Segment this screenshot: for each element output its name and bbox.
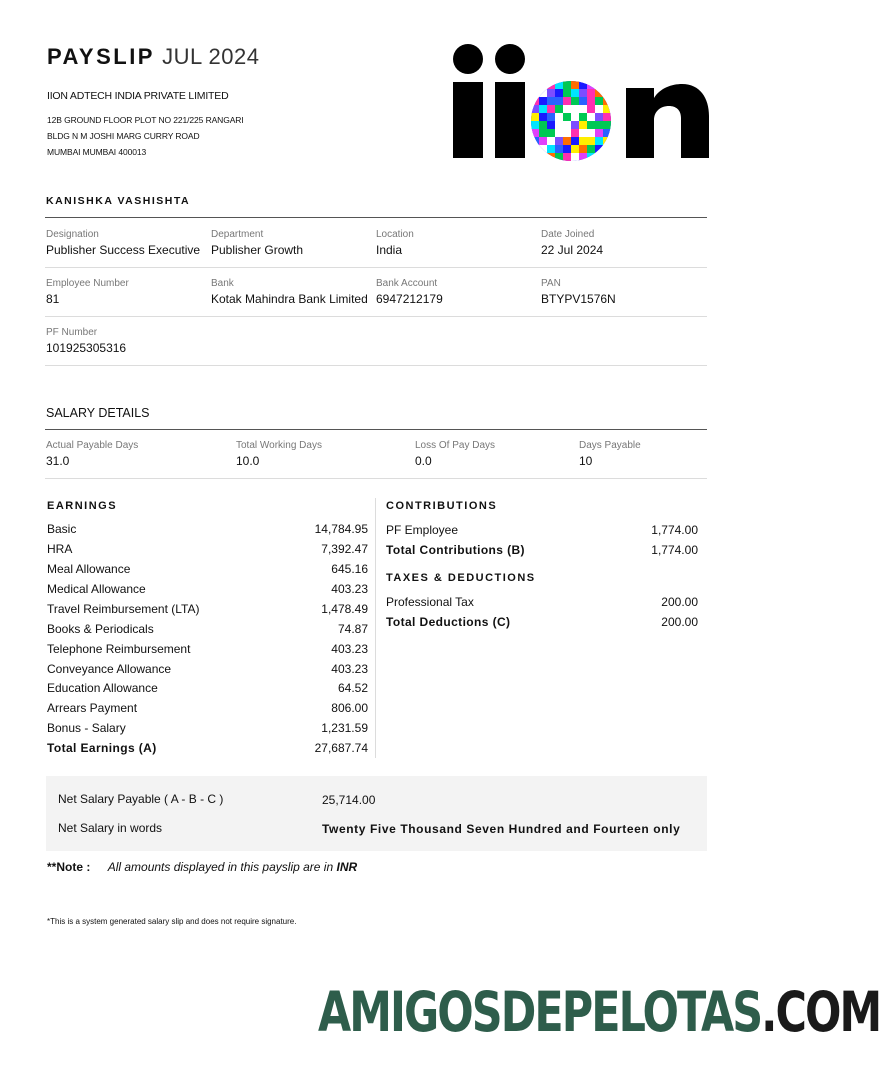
note-text: All amounts displayed in this payslip are in	[107, 860, 337, 874]
date-joined-value: 22 Jul 2024	[541, 243, 604, 257]
earning-label: Meal Allowance	[47, 562, 131, 576]
net-salary-label: Net Salary Payable ( A - B - C )	[58, 792, 224, 806]
net-salary-box	[46, 776, 707, 851]
divider	[45, 478, 707, 479]
earning-label: Education Allowance	[47, 681, 158, 695]
currency-note	[47, 860, 357, 874]
total-working-days-value: 10.0	[236, 454, 260, 468]
net-words-label: Net Salary in words	[58, 821, 163, 835]
net-words-value: Twenty Five Thousand Seven Hundred and Fourteen only	[322, 822, 681, 836]
watermark-name: AMIGOSDEPELOTAS	[318, 980, 762, 1044]
divider	[45, 365, 707, 366]
days-payable-label: Days Payable	[579, 440, 641, 451]
earning-amount: 7,392.47	[321, 542, 368, 556]
pf-number-label: PF Number	[46, 327, 98, 338]
watermark-tld: .COM	[761, 980, 880, 1044]
address-line-2: BLDG N M JOSHI MARG CURRY ROAD	[47, 131, 200, 141]
department-value: Publisher Growth	[211, 243, 304, 257]
earnings-title: EARNINGS	[47, 500, 118, 512]
earning-label: Arrears Payment	[47, 701, 138, 715]
earning-amount: 645.16	[331, 562, 368, 576]
earning-amount: 403.23	[331, 662, 368, 676]
contribution-amount: 1,774.00	[651, 523, 698, 537]
divider	[45, 267, 707, 268]
total-contributions-amount: 1,774.00	[651, 543, 698, 557]
net-salary-value: 25,714.00	[322, 793, 376, 807]
bank-label: Bank	[211, 278, 234, 289]
earning-amount: 403.23	[331, 582, 368, 596]
pan-value: BTYPV1576N	[541, 292, 616, 306]
pf-number-value: 101925305316	[46, 341, 127, 355]
earning-amount: 806.00	[331, 701, 368, 715]
earning-amount: 1,231.59	[321, 721, 368, 735]
divider	[45, 429, 707, 430]
earning-label: Basic	[47, 522, 77, 536]
total-earnings-amount: 27,687.74	[314, 741, 368, 755]
employee-name: KANISHKA VASHISHTA	[46, 195, 191, 207]
company-name: IION ADTECH INDIA PRIVATE LIMITED	[47, 90, 229, 102]
salary-details-title: SALARY DETAILS	[46, 406, 150, 420]
pan-label: PAN	[541, 278, 561, 289]
designation-value: Publisher Success Executive	[46, 243, 201, 257]
loss-of-pay-days-label: Loss Of Pay Days	[415, 440, 496, 451]
total-working-days-label: Total Working Days	[236, 440, 322, 451]
address-line-3: MUMBAI MUMBAI 400013	[47, 147, 147, 157]
contribution-label: PF Employee	[386, 523, 459, 537]
deduction-label: Professional Tax	[386, 595, 474, 609]
department-label: Department	[211, 229, 264, 240]
earning-label: Bonus - Salary	[47, 721, 126, 735]
bank-value: Kotak Mahindra Bank Limited	[211, 292, 368, 306]
total-earnings-label: Total Earnings (A)	[47, 741, 157, 755]
days-payable-value: 10	[579, 454, 593, 468]
watermark	[318, 980, 880, 1044]
earning-label: Medical Allowance	[47, 582, 146, 596]
note-currency: INR	[336, 860, 358, 874]
loss-of-pay-days-value: 0.0	[415, 454, 432, 468]
deduction-amount: 200.00	[661, 595, 698, 609]
iion-logo	[448, 42, 710, 160]
column-divider	[375, 498, 376, 758]
earning-amount: 14,784.95	[314, 522, 368, 536]
divider	[45, 316, 707, 317]
earning-label: Travel Reimbursement (LTA)	[47, 602, 200, 616]
address-line-1: 12B GROUND FLOOR PLOT NO 221/225 RANGARI	[47, 115, 244, 125]
earning-label: Books & Periodicals	[47, 622, 154, 636]
designation-label: Designation	[46, 229, 99, 240]
total-deductions-label: Total Deductions (C)	[386, 615, 511, 629]
earning-label: Conveyance Allowance	[47, 662, 172, 676]
actual-payable-days-value: 31.0	[46, 454, 70, 468]
title-bold: PAYSLIP	[47, 44, 155, 69]
actual-payable-days-label: Actual Payable Days	[46, 440, 139, 451]
total-deductions-amount: 200.00	[661, 615, 698, 629]
earning-label: Telephone Reimbursement	[47, 642, 191, 656]
contributions-title: CONTRIBUTIONS	[386, 500, 498, 512]
location-value: India	[376, 243, 403, 257]
employee-number-label: Employee Number	[46, 278, 129, 289]
divider	[45, 217, 707, 218]
date-joined-label: Date Joined	[541, 229, 595, 240]
payslip-title	[47, 44, 259, 70]
total-contributions-label: Total Contributions (B)	[386, 543, 525, 557]
bank-account-value: 6947212179	[376, 292, 443, 306]
system-generated-footnote: *This is a system generated salary slip and does not require signature.	[47, 917, 297, 926]
earning-amount: 74.87	[337, 622, 368, 636]
earning-amount: 64.52	[337, 681, 368, 695]
location-label: Location	[376, 229, 414, 240]
note-key: **Note :	[47, 860, 91, 874]
earning-label: HRA	[47, 542, 73, 556]
employee-number-value: 81	[46, 292, 60, 306]
bank-account-label: Bank Account	[376, 278, 438, 289]
deductions-title: TAXES & DEDUCTIONS	[386, 572, 536, 584]
title-month: JUL 2024	[162, 44, 260, 69]
earning-amount: 1,478.49	[321, 602, 368, 616]
earning-amount: 403.23	[331, 642, 368, 656]
